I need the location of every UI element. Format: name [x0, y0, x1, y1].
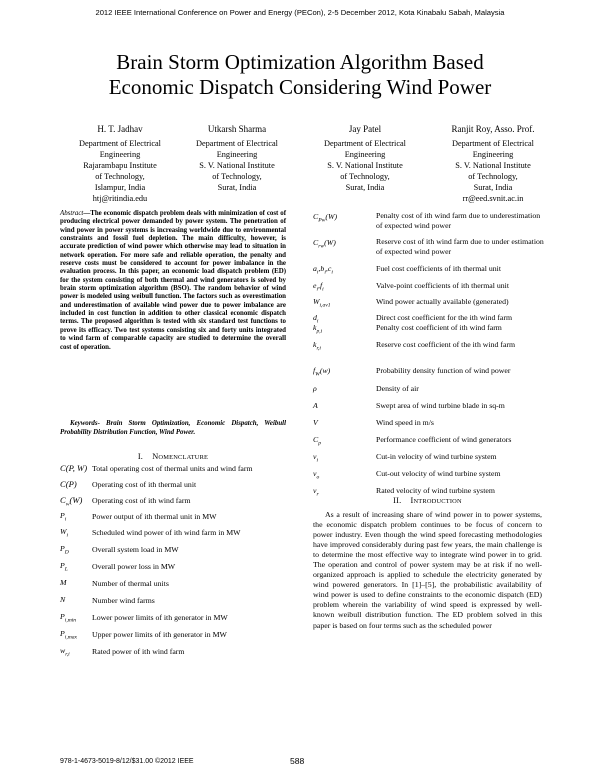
title-line-1: Brain Storm Optimization Algorithm Based	[116, 50, 484, 74]
author-affil: S. V. National Institute	[455, 161, 531, 170]
nomenclature-symbol: $P_D$	[60, 544, 69, 556]
author-affil: Engineering	[344, 150, 386, 159]
author-email: rr@eed.svnit.ac.in	[462, 194, 524, 203]
paper-title	[40, 50, 560, 100]
nomenclature-symbol: $a_i,b_i,c_i$	[313, 264, 333, 276]
section-numeral: II.	[393, 496, 402, 505]
nomenclature-symbol: $v_r$	[313, 486, 319, 498]
page-number: 588	[290, 756, 305, 766]
footer-isbn: 978-1-4673-5019-8/12/$31.00 ©2012 IEEE	[60, 758, 194, 765]
nomenclature-desc: Overall system load in MW	[92, 545, 179, 554]
author-affil: Surat, India	[473, 183, 513, 192]
introduction-text: As a result of increasing share of wind power in to power systems, the economic dispatch problem continues to be focus of concern to power industry. Even though the wind speed forecasting methodologies have improved considerably during past few years, the main challenge is to determine the most effective way to integrate wind power in to grid. The operation and control of power system may be at risk if no well-organized approach is applied to schedule the electricity generated by wind powered generators. In [1]–[5], the probabilistic availability of wind power is used to define constraints to the economic dispatch (ED) problem wherein the variability of wind speed is expressed by well-known weibull distribution function. The ED problem solved in this paper is based on four terms such as the scheduled power	[313, 510, 542, 630]
nomenclature-desc: Operating cost of ith thermal unit	[92, 480, 197, 489]
author-name: H. T. Jadhav	[97, 124, 143, 134]
author-affil: Engineering	[99, 150, 141, 159]
keywords: Keywords- Brain Storm Optimization, Economic Dispatch, Weibull Probability Distribution Function, Wind Power.	[60, 420, 286, 436]
author-name: Ranjit Roy, Asso. Prof.	[451, 124, 535, 134]
section-heading-rest: OMENCLATURE	[158, 454, 209, 461]
section-heading-rest: NTRODUCTION	[413, 498, 462, 505]
nomenclature-desc: Wind speed in m/s	[376, 418, 434, 427]
nomenclature-desc: Scheduled wind power of ith wind farm in MW	[92, 528, 241, 537]
nomenclature-symbol: V	[313, 418, 318, 427]
nomenclature-symbol: $e_i,f_i$	[313, 281, 324, 293]
author-affil: Surat, India	[345, 183, 385, 192]
author-affil: of Technology,	[340, 172, 390, 181]
nomenclature-symbol: $f_W(w)$	[313, 366, 331, 378]
nomenclature-desc: Swept area of wind turbine blade in sq-m	[376, 401, 505, 410]
author-block-3	[300, 124, 430, 193]
author-affil: of Technology,	[212, 172, 262, 181]
nomenclature-symbol: $C_{rw}(W)$	[313, 238, 336, 250]
author-affil: Department of Electrical	[78, 139, 161, 148]
author-email: htj@ritindia.edu	[92, 194, 148, 203]
nomenclature-symbol: N	[60, 595, 66, 604]
nomenclature-desc: Rated power of ith wind farm	[92, 647, 185, 656]
nomenclature-desc: Fuel cost coefficients of ith thermal unit	[376, 264, 502, 273]
nomenclature-symbol: A	[313, 401, 318, 410]
author-affil: of Technology,	[95, 172, 145, 181]
nomenclature-symbol: ρ	[313, 384, 317, 393]
nomenclature-desc: Operating cost of ith wind farm	[92, 496, 191, 505]
section-numeral: I.	[137, 452, 144, 461]
author-name: Jay Patel	[348, 124, 382, 134]
nomenclature-desc: Reserve cost coefficient of the ith wind farm	[376, 340, 516, 349]
author-affil: Engineering	[216, 150, 258, 159]
author-affil: Surat, India	[217, 183, 257, 192]
nomenclature-desc: Cut-out velocity of wind turbine system	[376, 469, 501, 478]
nomenclature-desc: Direct cost coefficient for the ith wind farm	[376, 313, 513, 322]
author-affil: S. V. National Institute	[199, 161, 275, 170]
author-name: Utkarsh Sharma	[207, 124, 267, 134]
nomenclature-symbol: $v_i$	[313, 452, 319, 464]
nomenclature-symbol: $d_i$	[313, 313, 319, 325]
nomenclature-symbol: C(P, W)	[60, 463, 88, 473]
nomenclature-desc: Density of air	[376, 384, 419, 393]
nomenclature-symbol: $P_i$	[60, 511, 67, 523]
nomenclature-symbol: M	[60, 578, 67, 587]
nomenclature-desc: Lower power limits of ith generator in MW	[92, 613, 228, 622]
section-heading-initial: I	[410, 496, 414, 505]
nomenclature-symbol: $P_{i,min}$	[60, 612, 77, 624]
author-affil: S. V. National Institute	[327, 161, 403, 170]
introduction-heading	[313, 496, 542, 505]
nomenclature-desc: Reserve cost of ith wind farm due to under estimation of expected wind power	[376, 237, 544, 256]
nomenclature-desc: Probability density function of wind power	[376, 366, 511, 375]
author-block-1	[55, 124, 185, 204]
author-affil: Department of Electrical	[195, 139, 278, 148]
nomenclature-symbol: $C_{Pw}(W)$	[313, 212, 338, 224]
author-affil: of Technology,	[468, 172, 518, 181]
abstract-label: Abstract	[60, 210, 84, 217]
section-heading-initial: N	[152, 452, 159, 461]
nomenclature-symbol: $k_{p,i}$	[313, 323, 323, 335]
nomenclature-symbol: $W_i$	[60, 527, 69, 539]
nomenclature-heading	[60, 452, 286, 461]
nomenclature-symbol: $W_{i,av1}$	[313, 297, 331, 309]
nomenclature-desc: Rated velocity of wind turbine system	[376, 486, 495, 495]
author-affil: Department of Electrical	[451, 139, 534, 148]
nomenclature-symbol: $P_L$	[60, 561, 68, 573]
nomenclature-symbol: C(P)	[60, 479, 77, 489]
author-affil: Islampur, India	[94, 183, 146, 192]
nomenclature-desc: Penalty cost coefficient of ith wind farm	[376, 323, 502, 332]
nomenclature-desc: Overall power loss in MW	[92, 562, 176, 571]
nomenclature-desc: Upper power limits of ith generator in MW	[92, 630, 227, 639]
nomenclature-desc: Number wind farms	[92, 596, 155, 605]
nomenclature-symbol: $P_{i,max}$	[60, 629, 78, 641]
author-block-2	[172, 124, 302, 193]
author-affil: Engineering	[472, 150, 514, 159]
nomenclature-desc: Penalty cost of ith wind farm due to underestimation of expected wind power	[376, 211, 541, 230]
nomenclature-symbol: $w_{r,i}$	[60, 646, 70, 658]
nomenclature-desc: Performance coefficient of wind generators	[376, 435, 512, 444]
nomenclature-symbol: $C_p$	[313, 435, 321, 447]
nomenclature-symbol: $C_w(W)$	[60, 495, 83, 508]
nomenclature-symbol: $v_o$	[313, 469, 320, 481]
conference-header: 2012 IEEE International Conference on Power and Energy (PECon), 2-5 December 2012, Kota Kinabalu Sabah, Malaysia	[95, 8, 505, 17]
nomenclature-desc: Power output of ith thermal unit in MW	[92, 512, 217, 521]
nomenclature-desc: Total operating cost of thermal units and wind farm	[92, 464, 253, 473]
abstract-text: —The economic dispatch problem deals with minimization of cost of producing electrical power demanded by power system. The penetration of wind power in power systems is increasing worldwide due to environmental constraints and fossil fuel depletion. The main difficulty, however, is accurate prediction of wind power which otherwise may lead to situation in network operation. For more safe and reliable operation, the penalty and reserve costs must be considered to account for power imbalance in the evaluation process. In this paper, an economic load dispatch problem (ED) for the system consisting of both thermal and wind generators is solved by brain storm optimization algorithm (BSO). The random behavior of wind power is modeled using weibull function. The factors such as overestimation and underestimation of available wind power due to power imbalance are included in cost function in addition to other classical economic dispatch terms. The proposed algorithm is tested with six standard test functions to prove its efficacy. Two test systems consisting six and forty units integrated to wind farm of comparable capacity are studied to determine the overall cost of operation.	[60, 210, 286, 351]
nomenclature-desc: Wind power actually available (generated)	[376, 297, 509, 306]
author-affil: Rajarambapu Institute	[83, 161, 157, 170]
author-affil: Department of Electrical	[323, 139, 406, 148]
author-block-4	[428, 124, 558, 204]
nomenclature-desc: Cut-in velocity of wind turbine system	[376, 452, 497, 461]
title-line-2: Economic Dispatch Considering Wind Power	[108, 75, 492, 99]
nomenclature-symbol: $k_{r,i}$	[313, 340, 321, 352]
nomenclature-desc: Number of thermal units	[92, 579, 169, 588]
nomenclature-desc: Valve-point coefficients of ith thermal unit	[376, 281, 510, 290]
abstract	[60, 210, 286, 352]
